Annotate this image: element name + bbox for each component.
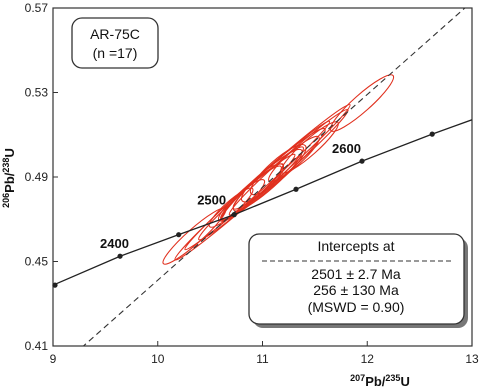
lower-intercept: 256 ± 130 Ma (313, 282, 399, 298)
y-tick-label-0.45: 0.45 (24, 254, 48, 269)
x-tick-label-12: 12 (360, 352, 374, 366)
upper-intercept: 2501 ± 2.7 Ma (311, 266, 401, 282)
y-axis-label-part2: U (2, 148, 17, 158)
y-axis-label-sup1: 206 (1, 192, 11, 208)
x-axis-label-part2: U (400, 374, 410, 389)
x-axis-label-sup1: 207 (350, 373, 366, 383)
x-tick-label-10: 10 (151, 352, 165, 366)
sample-box (72, 18, 158, 68)
y-axis-label (1, 148, 17, 208)
concordia-point-1 (52, 283, 57, 288)
concordia-point-4 (232, 212, 237, 217)
x-axis-label-sup2: 235 (385, 373, 401, 383)
concordia-point-3 (176, 232, 181, 237)
y-tick-label-0.53: 0.53 (24, 85, 48, 100)
intercepts-box (249, 234, 468, 328)
concordia-point-2 (117, 254, 122, 259)
x-tick-label-11: 11 (256, 352, 269, 366)
sample-label: AR-75C (90, 26, 140, 42)
age-label-2500: 2500 (197, 192, 227, 208)
concordia-point-5 (293, 187, 298, 192)
sample-count: (n =17) (92, 45, 138, 61)
intercepts-title: Intercepts at (317, 238, 395, 254)
x-axis-label (350, 373, 410, 389)
y-tick-label-0.41: 0.41 (24, 339, 48, 353)
mswd-label: (MSWD = 0.90) (307, 299, 405, 315)
y-axis-label-part1: Pb/ (2, 172, 17, 193)
y-tick-label-0.49: 0.49 (24, 170, 48, 184)
y-tick-label-0.57: 0.57 (24, 1, 48, 15)
age-label-2400: 2400 (100, 236, 129, 252)
concordia-point-7 (430, 132, 435, 137)
x-tick-label-13: 13 (465, 352, 479, 366)
x-axis-label-part1: Pb/ (365, 374, 386, 389)
age-label-2600: 2600 (332, 141, 361, 157)
concordia-point-6 (359, 159, 364, 164)
x-tick-label-9: 9 (49, 352, 57, 366)
y-axis-label-sup2: 238 (1, 157, 11, 173)
